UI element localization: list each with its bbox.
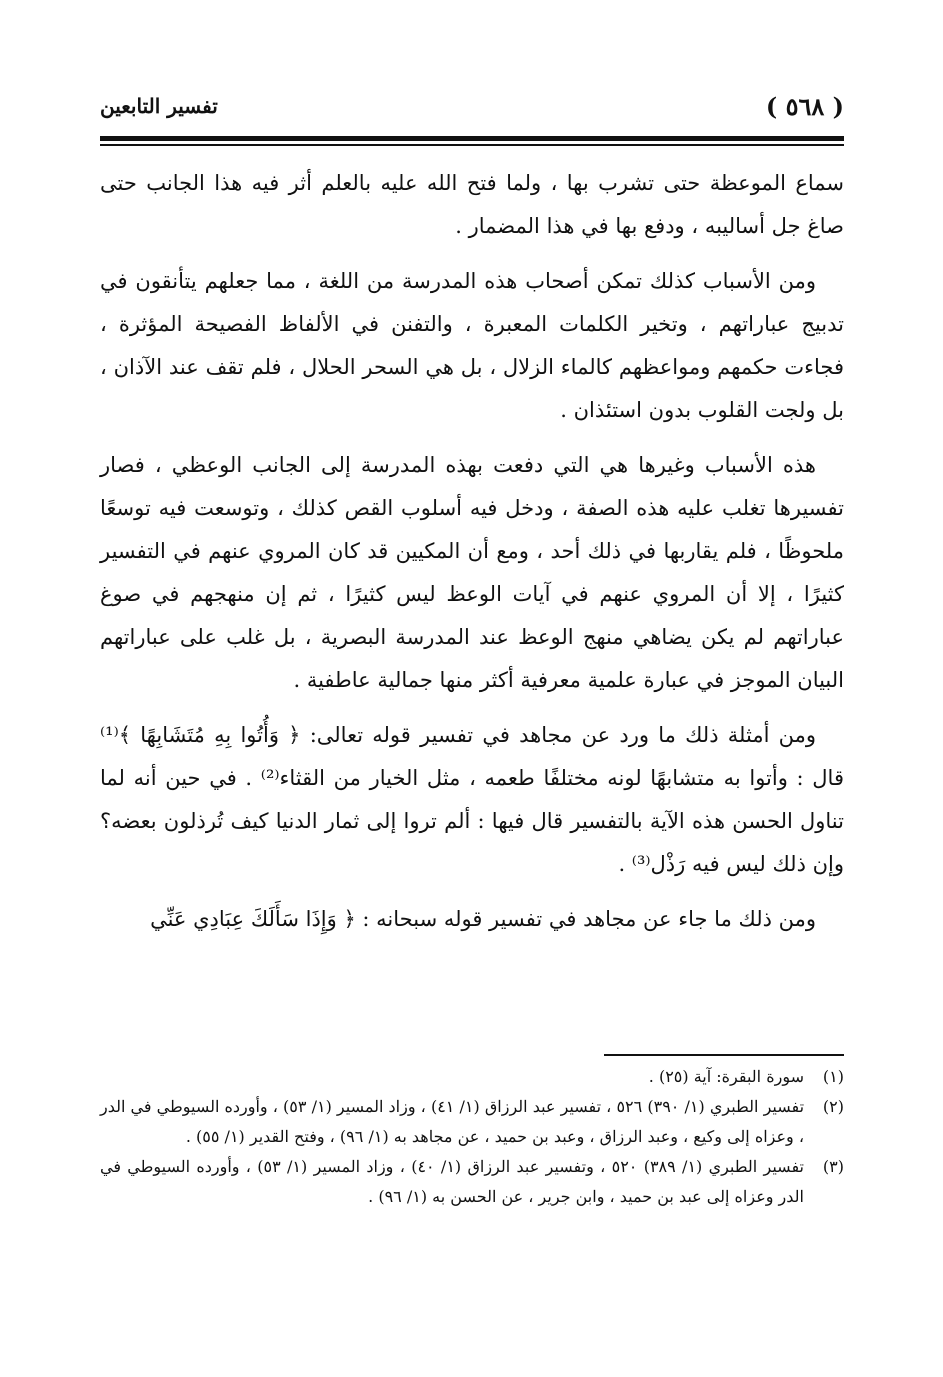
- paragraph: ومن الأسباب كذلك تمكن أصحاب هذه المدرسة من اللغة ، مما جعلهم يتأنقون في تدبيج عباراتهم ، وتخير الكلمات المعبرة ، والتفنن في الألفاظ الفصيحة المؤثرة ، فجاءت حكمهم ومواعظهم كالماء الزلال ، بل هي السحر الحلال ، فلم تقف عند الآذان ، بل ولجت القلوب بدون استئذان .: [100, 269, 844, 422]
- footnote: [100, 1062, 844, 1092]
- footnote-number: (٢): [822, 1097, 844, 1116]
- paragraph: ومن ذلك ما جاء عن مجاهد في تفسير قوله سبحانه : ﴿ وَإِذَا سَأَلَكَ عِبَادِي عَنِّي: [150, 907, 816, 931]
- footnote-text: تفسير الطبري (١/ ٣٩٠) ٥٢٦ ، تفسير عبد الرزاق (١/ ٤١) ، وزاد المسير (١/ ٥٣) ، وأورده السيوطي في الدر ، وعزاه إلى وكيع ، وعبد الرزاق ، وعبد بن حميد ، عن مجاهد به (١/ ٩٦) ، وفتح القدير (١/ ٥٥) .: [100, 1097, 805, 1146]
- paragraph: ومن أمثلة ذلك ما ورد عن مجاهد في تفسير قوله تعالى: ﴿ وَأُتُوا بِهِ مُتَشَابِهًا ﴾⁽¹⁾ قال : وأتوا به متشابهًا لونه مختلفًا طعمه ، مثل الخيار من القثاء⁽²⁾ . في حين أنه لما تناول الحسن هذه الآية بالتفسير قال فيها : ألم تروا إلى ثمار الدنيا كيف تُرذلون بعضه؟ وإن ذلك ليس فيه رَذْل⁽³⁾ .: [100, 723, 844, 876]
- footnotes: [100, 1062, 844, 1212]
- footnote-text: سورة البقرة: آية (٢٥) .: [648, 1067, 804, 1086]
- paragraph: هذه الأسباب وغيرها هي التي دفعت بهذه المدرسة إلى الجانب الوعظي ، فصار تفسيرها تغلب عليه هذه الصفة ، ودخل فيه أسلوب القص كذلك ، وتوسعت فيه توسعًا ملحوظًا ، فلم يقاربها في ذلك أحد ، ومع أن المكيين قد كان المروي عنهم في التفسير كثيرًا ، إلا أن المروي عنهم في آيات الوعظ ليس كثيرًا ، ثم إن منهجهم في صوغ عباراتهم لم يكن يضاهي منهج الوعظ عند المدرسة البصرية ، بل غلب على عباراتهم البيان الموجز في عبارة علمية معرفية أكثر منها جمالية عاطفية .: [100, 453, 844, 692]
- book-title: تفسير التابعين: [100, 94, 218, 118]
- footnote-separator: [604, 1054, 844, 1056]
- footnote-number: (٣): [822, 1157, 844, 1176]
- footnote: [100, 1152, 844, 1212]
- footnote-text: تفسير الطبري (١/ ٣٨٩) ٥٢٠ ، وتفسير عبد الرزاق (١/ ٤٠) ، وزاد المسير (١/ ٥٣) ، وأورده السيوطي في الدر وعزاه إلى عبد بن حميد ، وابن جرير ، عن الحسن به (١/ ٩٦) .: [100, 1157, 804, 1206]
- footnote-number: (١): [822, 1067, 844, 1086]
- main-text: [100, 162, 844, 953]
- paragraph: سماع الموعظة حتى تشرب بها ، ولما فتح الله عليه بالعلم أثر فيه هذا الجانب حتى صاغ جل أساليبه ، ودفع بها في هذا المضمار .: [100, 171, 844, 238]
- header-rule-thick: [100, 136, 844, 141]
- header-rule-thin: [100, 144, 844, 146]
- page-number: ( ٥٦٨ ): [765, 92, 844, 121]
- footnote: [100, 1092, 844, 1152]
- page-header: [100, 92, 844, 132]
